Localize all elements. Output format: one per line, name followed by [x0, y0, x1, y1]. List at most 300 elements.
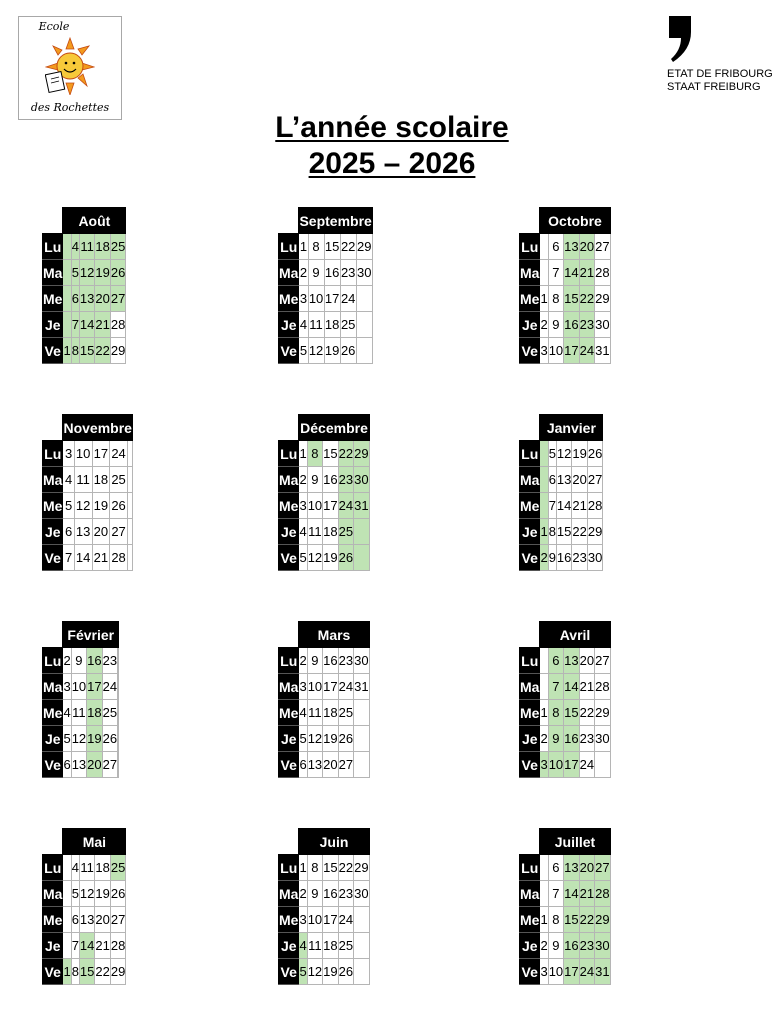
- date-cell: 15: [556, 519, 571, 545]
- date-cell: 1: [299, 234, 308, 260]
- header-spacer: [279, 829, 299, 855]
- date-cell: 11: [308, 312, 324, 338]
- date-cell: 20: [579, 648, 594, 674]
- month-table: [278, 621, 370, 778]
- week-row: [43, 726, 119, 752]
- week-row: [520, 726, 611, 752]
- weekday-label: Me: [520, 700, 540, 726]
- date-cell: 13: [556, 467, 571, 493]
- empty-cell: [127, 441, 132, 467]
- weekday-label: Je: [43, 519, 63, 545]
- header-spacer: [279, 622, 299, 648]
- holiday-cell: 6: [71, 286, 79, 312]
- month-calendar: [42, 828, 126, 985]
- holiday-cell: 15: [564, 907, 579, 933]
- date-cell: 18: [92, 467, 110, 493]
- date-cell: 5: [71, 881, 79, 907]
- weekday-label: Je: [279, 519, 299, 545]
- empty-cell: [118, 700, 119, 726]
- month-table: [42, 621, 119, 778]
- empty-cell: [540, 234, 548, 260]
- week-row: [279, 648, 370, 674]
- empty-cell: [540, 674, 548, 700]
- fribourg-comma-logo-icon: [667, 14, 697, 64]
- week-row: [279, 338, 373, 364]
- logo-text-bottom: des Rochettes: [30, 101, 110, 114]
- holiday-cell: 7: [548, 674, 563, 700]
- weekday-label: Ve: [520, 959, 540, 985]
- date-cell: 21: [92, 545, 110, 571]
- date-cell: 2: [540, 726, 548, 752]
- weekday-label: Je: [520, 726, 540, 752]
- month-name: Janvier: [540, 415, 603, 441]
- sun-with-book-icon: [45, 37, 95, 95]
- date-cell: 12: [71, 726, 86, 752]
- empty-cell: [540, 260, 548, 286]
- holiday-cell: 20: [579, 234, 594, 260]
- holiday-cell: 26: [110, 260, 125, 286]
- holiday-cell: 16: [564, 312, 579, 338]
- week-row: [520, 441, 603, 467]
- header-spacer: [279, 415, 299, 441]
- holiday-cell: 1: [540, 519, 548, 545]
- date-cell: 7: [63, 545, 74, 571]
- empty-cell: [595, 752, 610, 778]
- header-spacer: [43, 829, 63, 855]
- holiday-cell: 10: [548, 752, 563, 778]
- month-calendar: [278, 207, 373, 364]
- date-cell: 4: [63, 467, 74, 493]
- date-cell: 23: [340, 260, 356, 286]
- weekday-label: Ve: [279, 338, 299, 364]
- week-row: [520, 286, 611, 312]
- date-cell: 30: [356, 260, 372, 286]
- holiday-cell: 21: [95, 312, 110, 338]
- weekday-label: Ve: [279, 959, 299, 985]
- holiday-cell: [540, 441, 548, 467]
- date-cell: 16: [323, 881, 338, 907]
- holiday-cell: 1: [63, 338, 71, 364]
- date-cell: 27: [102, 752, 117, 778]
- holiday-cell: 7: [71, 312, 79, 338]
- week-row: [43, 312, 126, 338]
- week-row: [279, 907, 370, 933]
- holiday-cell: 2: [540, 545, 548, 571]
- date-cell: 8: [548, 286, 563, 312]
- date-cell: 23: [338, 648, 353, 674]
- date-cell: 22: [340, 234, 356, 260]
- month-table: [278, 414, 370, 571]
- month-table: [519, 414, 603, 571]
- date-cell: 12: [307, 545, 322, 571]
- empty-cell: [356, 312, 372, 338]
- weekday-label: Ve: [43, 338, 63, 364]
- weekday-label: Lu: [520, 648, 540, 674]
- date-cell: 15: [323, 441, 338, 467]
- date-cell: 10: [307, 493, 322, 519]
- date-cell: 29: [354, 855, 369, 881]
- header-spacer: [520, 829, 540, 855]
- holiday-cell: 20: [579, 855, 594, 881]
- weekday-label: Ve: [520, 338, 540, 364]
- weekday-label: Me: [279, 907, 299, 933]
- week-row: [520, 234, 611, 260]
- date-cell: 1: [540, 907, 548, 933]
- date-cell: 10: [548, 338, 563, 364]
- week-row: [43, 855, 126, 881]
- date-cell: 19: [572, 441, 587, 467]
- holiday-cell: 14: [79, 312, 94, 338]
- date-cell: 11: [307, 933, 322, 959]
- month-name: Avril: [540, 622, 610, 648]
- date-cell: 8: [548, 519, 556, 545]
- week-row: [279, 545, 370, 571]
- month-table: [42, 828, 126, 985]
- date-cell: 2: [540, 312, 548, 338]
- week-row: [43, 545, 133, 571]
- holiday-cell: 14: [564, 881, 579, 907]
- week-row: [520, 907, 611, 933]
- holiday-cell: [354, 519, 369, 545]
- week-row: [43, 933, 126, 959]
- weekday-label: Me: [43, 700, 63, 726]
- date-cell: 2: [540, 933, 548, 959]
- week-row: [43, 338, 126, 364]
- month-name: Juin: [299, 829, 369, 855]
- date-cell: 3: [299, 674, 307, 700]
- date-cell: 30: [595, 726, 610, 752]
- header-spacer: [43, 622, 63, 648]
- date-cell: 26: [587, 441, 602, 467]
- date-cell: 29: [110, 959, 125, 985]
- date-cell: 29: [595, 700, 610, 726]
- weekday-label: Lu: [43, 234, 63, 260]
- weekday-label: Je: [43, 726, 63, 752]
- date-cell: 7: [548, 260, 563, 286]
- date-cell: 29: [595, 286, 610, 312]
- holiday-cell: [540, 493, 548, 519]
- date-cell: 13: [74, 519, 92, 545]
- holiday-cell: 26: [338, 545, 353, 571]
- holiday-cell: 30: [595, 933, 610, 959]
- date-cell: 24: [338, 674, 353, 700]
- weekday-label: Je: [520, 519, 540, 545]
- holiday-cell: 24: [338, 493, 353, 519]
- date-cell: 26: [110, 493, 128, 519]
- weekday-label: Lu: [43, 441, 63, 467]
- week-row: [520, 338, 611, 364]
- holiday-cell: 8: [307, 441, 322, 467]
- date-cell: 11: [71, 700, 86, 726]
- weekday-label: Lu: [279, 648, 299, 674]
- week-row: [43, 881, 126, 907]
- date-cell: 15: [323, 855, 338, 881]
- date-cell: 7: [71, 933, 79, 959]
- holiday-cell: 22: [95, 338, 110, 364]
- date-cell: 21: [579, 674, 594, 700]
- date-cell: 12: [307, 959, 322, 985]
- week-row: [43, 519, 133, 545]
- empty-cell: [354, 726, 369, 752]
- holiday-cell: 31: [595, 959, 610, 985]
- date-cell: 6: [548, 467, 556, 493]
- holiday-cell: [63, 286, 71, 312]
- holiday-cell: 23: [338, 467, 353, 493]
- date-cell: 11: [307, 519, 322, 545]
- logo-text-top: Ecole: [38, 20, 70, 33]
- date-cell: 28: [587, 493, 602, 519]
- empty-cell: [540, 881, 548, 907]
- weekday-label: Me: [279, 700, 299, 726]
- date-cell: 24: [340, 286, 356, 312]
- empty-cell: [63, 881, 71, 907]
- date-cell: 19: [323, 959, 338, 985]
- date-cell: 22: [579, 700, 594, 726]
- weekday-label: Ve: [43, 959, 63, 985]
- holiday-cell: 14: [564, 260, 579, 286]
- month-table: [519, 828, 611, 985]
- holiday-cell: 19: [95, 260, 110, 286]
- date-cell: 3: [63, 674, 71, 700]
- weekday-label: Ma: [520, 881, 540, 907]
- date-cell: 1: [299, 441, 307, 467]
- weekday-label: Lu: [520, 234, 540, 260]
- date-cell: 27: [110, 907, 125, 933]
- weekday-label: Ma: [520, 467, 540, 493]
- date-cell: 6: [63, 752, 71, 778]
- month-calendar: [42, 621, 119, 778]
- holiday-cell: 27: [595, 855, 610, 881]
- weekday-label: Je: [279, 726, 299, 752]
- date-cell: 16: [556, 545, 571, 571]
- month-name: Novembre: [63, 415, 132, 441]
- empty-cell: [127, 493, 132, 519]
- date-cell: 8: [308, 234, 324, 260]
- week-row: [43, 752, 119, 778]
- holiday-cell: 22: [579, 907, 594, 933]
- date-cell: 5: [299, 726, 307, 752]
- date-cell: 15: [324, 234, 340, 260]
- page-title: [0, 110, 784, 182]
- date-cell: 26: [340, 338, 356, 364]
- date-cell: 29: [587, 519, 602, 545]
- date-cell: 13: [71, 752, 86, 778]
- date-cell: 4: [299, 312, 308, 338]
- week-row: [520, 855, 611, 881]
- week-row: [43, 648, 119, 674]
- weekday-label: Je: [279, 933, 299, 959]
- week-row: [279, 260, 373, 286]
- date-cell: 16: [323, 467, 338, 493]
- date-cell: 31: [595, 338, 610, 364]
- holiday-cell: 25: [110, 855, 125, 881]
- week-row: [279, 700, 370, 726]
- date-cell: 16: [324, 260, 340, 286]
- date-cell: 19: [92, 493, 110, 519]
- date-cell: 6: [71, 907, 79, 933]
- date-cell: 23: [338, 881, 353, 907]
- holiday-cell: 14: [564, 674, 579, 700]
- date-cell: 22: [572, 519, 587, 545]
- holiday-cell: 21: [579, 260, 594, 286]
- weekday-label: Ve: [43, 545, 63, 571]
- month-name: Septembre: [299, 208, 372, 234]
- date-cell: 18: [324, 312, 340, 338]
- holiday-cell: 21: [579, 881, 594, 907]
- week-row: [43, 441, 133, 467]
- week-row: [520, 959, 611, 985]
- date-cell: 19: [324, 338, 340, 364]
- date-cell: 3: [540, 338, 548, 364]
- date-cell: 20: [95, 907, 110, 933]
- date-cell: 20: [92, 519, 110, 545]
- month-calendar: [278, 828, 370, 985]
- date-cell: 5: [299, 338, 308, 364]
- date-cell: 1: [540, 286, 548, 312]
- week-row: [279, 441, 370, 467]
- week-row: [520, 674, 611, 700]
- date-cell: 1: [299, 855, 307, 881]
- holiday-cell: 5: [299, 959, 307, 985]
- holiday-cell: 27: [110, 286, 125, 312]
- holiday-cell: 20: [87, 752, 102, 778]
- empty-cell: [127, 467, 132, 493]
- date-cell: 10: [308, 286, 324, 312]
- holiday-cell: 25: [338, 519, 353, 545]
- date-cell: 28: [110, 312, 125, 338]
- holiday-cell: 19: [87, 726, 102, 752]
- date-cell: 30: [354, 648, 369, 674]
- holiday-cell: 25: [110, 234, 125, 260]
- weekday-label: Je: [520, 933, 540, 959]
- date-cell: 21: [95, 933, 110, 959]
- header-spacer: [43, 415, 63, 441]
- date-cell: 3: [63, 441, 74, 467]
- week-row: [279, 726, 370, 752]
- holiday-cell: 23: [579, 933, 594, 959]
- holiday-cell: 11: [79, 234, 94, 260]
- date-cell: 27: [587, 467, 602, 493]
- date-cell: 6: [548, 234, 563, 260]
- date-cell: 4: [63, 700, 71, 726]
- weekday-label: Me: [520, 286, 540, 312]
- state-of-fribourg-logo: [667, 14, 777, 94]
- date-cell: 26: [338, 959, 353, 985]
- date-cell: 10: [74, 441, 92, 467]
- header-spacer: [520, 415, 540, 441]
- date-cell: 8: [548, 907, 563, 933]
- date-cell: 9: [307, 467, 322, 493]
- holiday-cell: 15: [79, 959, 94, 985]
- month-table: [519, 621, 611, 778]
- month-table: [42, 207, 126, 364]
- date-cell: 23: [102, 648, 117, 674]
- header-spacer: [520, 622, 540, 648]
- date-cell: 29: [110, 338, 125, 364]
- holiday-cell: 29: [354, 441, 369, 467]
- date-cell: 5: [299, 545, 307, 571]
- holiday-cell: 17: [564, 959, 579, 985]
- date-cell: 8: [307, 855, 322, 881]
- holiday-cell: 28: [595, 881, 610, 907]
- weekday-label: Ve: [279, 752, 299, 778]
- date-cell: 4: [299, 519, 307, 545]
- week-row: [43, 234, 126, 260]
- title-line-2: 2025 – 2026: [308, 147, 476, 180]
- weekday-label: Me: [43, 493, 63, 519]
- date-cell: 25: [338, 700, 353, 726]
- weekday-label: Ma: [43, 260, 63, 286]
- week-row: [520, 881, 611, 907]
- date-cell: 20: [572, 467, 587, 493]
- date-cell: 24: [110, 441, 128, 467]
- week-row: [520, 545, 603, 571]
- date-cell: 26: [110, 881, 125, 907]
- weekday-label: Lu: [43, 648, 63, 674]
- week-row: [279, 933, 370, 959]
- date-cell: 10: [307, 907, 322, 933]
- holiday-cell: 13: [79, 286, 94, 312]
- date-cell: 17: [92, 441, 110, 467]
- date-cell: 23: [572, 545, 587, 571]
- holiday-cell: 15: [79, 338, 94, 364]
- weekday-label: Ma: [43, 467, 63, 493]
- holiday-cell: [63, 312, 71, 338]
- holiday-cell: [540, 467, 548, 493]
- date-cell: 9: [308, 260, 324, 286]
- date-cell: 4: [299, 700, 307, 726]
- date-cell: 12: [307, 726, 322, 752]
- week-row: [43, 286, 126, 312]
- holiday-cell: 12: [79, 260, 94, 286]
- date-cell: 11: [79, 855, 94, 881]
- weekday-label: Je: [279, 312, 299, 338]
- date-cell: 30: [595, 312, 610, 338]
- week-row: [279, 752, 370, 778]
- weekday-label: Je: [520, 312, 540, 338]
- date-cell: 9: [71, 648, 86, 674]
- date-cell: 12: [79, 881, 94, 907]
- holiday-cell: 23: [579, 312, 594, 338]
- weekday-label: Lu: [520, 855, 540, 881]
- week-row: [520, 493, 603, 519]
- week-row: [520, 467, 603, 493]
- week-row: [43, 467, 133, 493]
- holiday-cell: 1: [63, 959, 71, 985]
- date-cell: 9: [548, 933, 563, 959]
- holiday-cell: 13: [564, 234, 579, 260]
- holiday-cell: 4: [299, 933, 307, 959]
- holiday-cell: 18: [95, 234, 110, 260]
- date-cell: 19: [323, 545, 338, 571]
- week-row: [520, 752, 611, 778]
- date-cell: 9: [548, 312, 563, 338]
- month-table: [42, 414, 133, 571]
- date-cell: 11: [307, 700, 322, 726]
- date-cell: 2: [63, 648, 71, 674]
- date-cell: 5: [63, 493, 74, 519]
- date-cell: 3: [299, 907, 307, 933]
- weekday-label: Ve: [520, 545, 540, 571]
- month-table: [519, 207, 611, 364]
- holiday-cell: 6: [548, 648, 563, 674]
- empty-cell: [354, 907, 369, 933]
- date-cell: 14: [74, 545, 92, 571]
- date-cell: 25: [102, 700, 117, 726]
- date-cell: 6: [548, 855, 563, 881]
- header-spacer: [43, 208, 63, 234]
- weekday-label: Me: [520, 493, 540, 519]
